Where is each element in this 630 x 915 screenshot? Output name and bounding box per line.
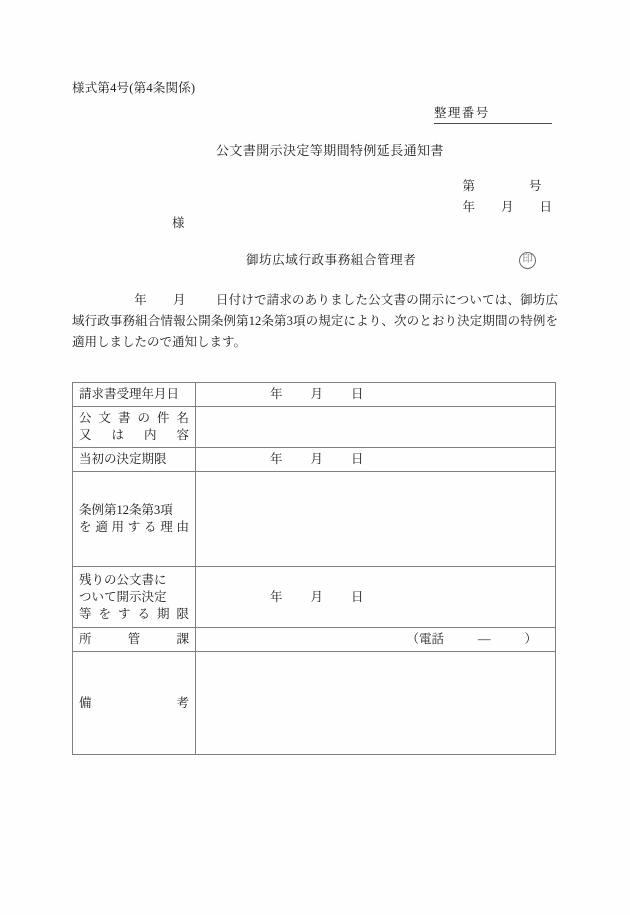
row-label-line: 当初の決定期限 (79, 452, 167, 466)
table-row (73, 472, 556, 567)
date-month: 月 (310, 387, 324, 401)
telephone-close: ） (524, 632, 537, 646)
row-value-cell[interactable] (196, 383, 556, 407)
row-value-cell[interactable] (196, 567, 556, 628)
row-label-line: 等をする期限 (79, 606, 189, 621)
date-year: 年 (270, 387, 283, 401)
body-text: 日付けで請求のありました公文書の開示については、御坊広域行政事務組合情報公開条例第12条第3項の規定により、次のとおり決定期間の特例を適用しましたので通知します。 (72, 293, 558, 349)
date-month: 月 (310, 589, 324, 604)
body-paragraph (72, 290, 558, 353)
telephone-field (204, 631, 547, 648)
telephone-label: （電話 (406, 632, 444, 646)
body-date-year: 年 (134, 293, 147, 307)
row-value-cell[interactable] (196, 472, 556, 567)
issue-date-month: 月 (501, 199, 514, 214)
reference-number-field (434, 103, 552, 124)
row-value-cell[interactable] (196, 652, 556, 755)
date-day: 日 (351, 452, 364, 466)
row-label-cell (73, 448, 196, 472)
date-value (204, 451, 364, 468)
issuer-name: 御坊広域行政事務組合管理者 (246, 253, 417, 267)
seal-icon: 印 (519, 252, 536, 269)
row-label-cell (73, 383, 196, 407)
form-number: 様式第4号(第4条関係) (72, 81, 196, 95)
document-title: 公文書開示決定等期間特例延長通知書 (216, 143, 444, 158)
addressee-honorific: 様 (172, 216, 185, 230)
row-label-cell (73, 407, 196, 448)
issue-date-day: 日 (539, 199, 553, 214)
body-date-month: 月 (172, 293, 186, 307)
date-year: 年 (270, 452, 283, 466)
table-row (73, 628, 556, 652)
issue-number-prefix: 第 (462, 178, 476, 193)
issue-date-year: 年 (462, 199, 476, 214)
date-year: 年 (270, 589, 283, 604)
table-row (73, 407, 556, 448)
row-label-line: を適用する理由 (79, 520, 189, 534)
row-label-line: ついて開示決定 (79, 589, 167, 604)
row-label-cell (73, 567, 196, 628)
row-label-cell (73, 628, 196, 652)
reference-number-rule (490, 109, 552, 124)
row-label-line: 備考 (79, 695, 189, 710)
date-day: 日 (351, 589, 364, 604)
table-row (73, 448, 556, 472)
row-label-line: 請求書受理年月日 (79, 387, 180, 401)
table-row (73, 652, 556, 755)
telephone-dash: ― (477, 632, 491, 646)
issue-number-suffix: 号 (529, 178, 542, 193)
date-value (204, 386, 364, 403)
notification-form-table (72, 382, 556, 755)
table-row (73, 383, 556, 407)
row-label-line: 公文書の件名 (79, 411, 189, 425)
reference-number-label: 整理番号 (434, 103, 490, 124)
table-body (73, 383, 556, 755)
date-month: 月 (310, 452, 324, 466)
row-label-cell (73, 652, 196, 755)
row-value-cell[interactable] (196, 628, 556, 652)
row-label-cell (73, 472, 196, 567)
table-row (73, 567, 556, 628)
date-value (204, 589, 364, 606)
row-label-line: 条例第12条第3項 (79, 503, 173, 517)
row-label-line: 又は内容 (79, 428, 189, 442)
row-value-cell[interactable] (196, 448, 556, 472)
row-value-cell[interactable] (196, 407, 556, 448)
row-label-line: 残りの公文書に (79, 572, 167, 587)
row-label-line: 所管課 (79, 632, 189, 646)
date-day: 日 (351, 387, 364, 401)
issue-date-line (450, 188, 552, 226)
